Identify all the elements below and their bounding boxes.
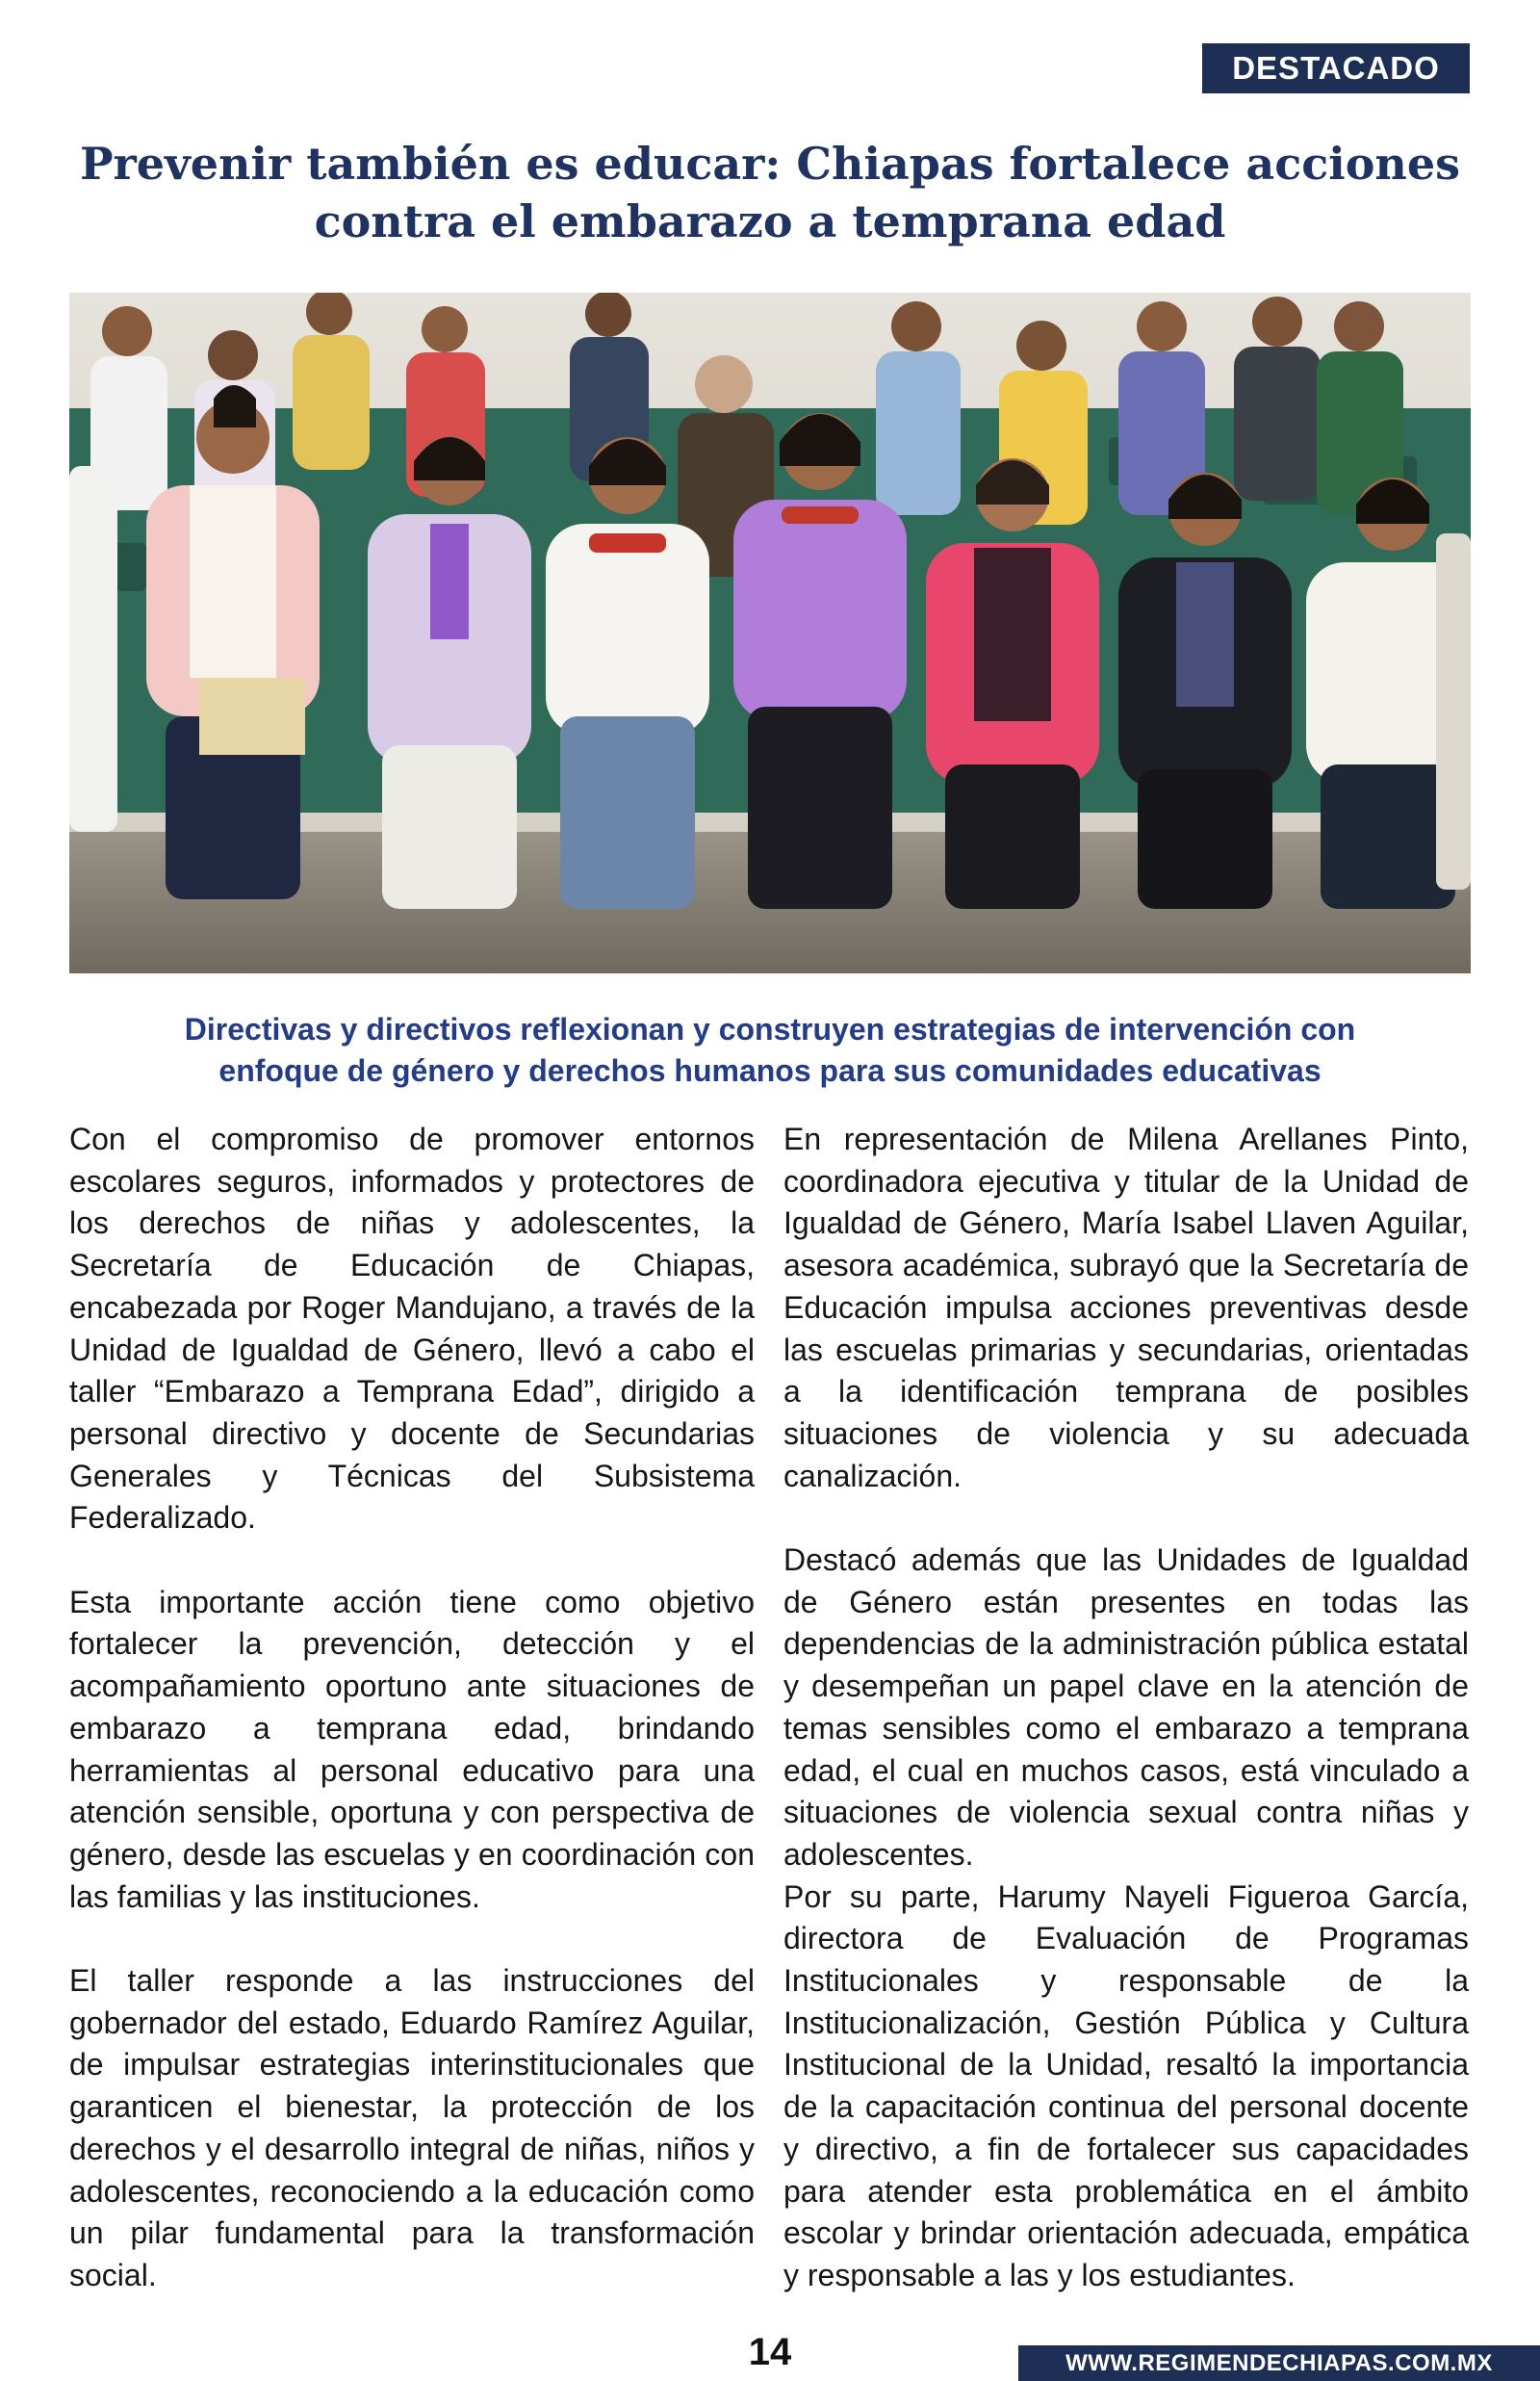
section-tag: DESTACADO xyxy=(1202,43,1470,93)
subtitle-line-2: enfoque de género y derechos humanos para sus comunidades educativas xyxy=(218,1053,1322,1088)
subtitle xyxy=(67,1009,1473,1092)
article-paragraph: Destacó además que las Unidades de Igualdad de Género están presentes en todas las dependencias de la administración pública estatal y desempeñan un papel clave en la atención de temas sensibles como el embarazo a temprana edad, el cual en muchos casos, está vinculado a situaciones de violencia sexual contra niñas y adolescentes. xyxy=(783,1542,1469,1872)
article-paragraph: Con el compromiso de promover entornos escolares seguros, informados y protectores de los derechos de niñas y adolescentes, la Secretaría de Educación de Chiapas, encabezada por Roger Mandujano, a través de la Unidad de Igualdad de Género, llevó a cabo el taller “Embarazo a Temprana Edad”, dirigido a personal directivo y docente de Secundarias Generales y Técnicas del Subsistema Federalizado. xyxy=(69,1122,755,1536)
article-paragraph: En representación de Milena Arellanes Pinto, coordinadora ejecutiva y titular de la Unidad de Igualdad de Género, María Isabel Llaven Aguilar, asesora académica, subrayó que la Secretaría de Educación impulsa acciones preventivas desde las escuelas primarias y secundarias, orientadas a la identificación temprana de posibles situaciones de violencia y su adecuada canalización. xyxy=(783,1122,1469,1493)
website-link[interactable]: WWW.REGIMENDECHIAPAS.COM.MX xyxy=(1018,2345,1540,2381)
article-paragraph: El taller responde a las instrucciones del gobernador del estado, Eduardo Ramírez Aguilar, de impulsar estrategias interinstitucionales que garanticen el bienestar, la protección de los derechos y el desarrollo integral de niñas, niños y adolescentes, reconociendo a la educación como un pilar fundamental para la transformación social. xyxy=(69,1963,755,2292)
group-photo xyxy=(69,293,1471,973)
article-column-right xyxy=(783,1119,1469,2297)
article-paragraph: Esta importante acción tiene como objetivo fortalecer la prevención, detección y el acompañamiento oportuno ante situaciones de embarazo a temprana edad, brindando herramientas al personal educativo para una atención sensible, oportuna y con perspectiva de género, desde las escuelas y en coordinación con las familias y las instituciones. xyxy=(69,1584,755,1914)
headline xyxy=(67,135,1473,250)
article-column-left xyxy=(69,1119,755,2297)
headline-line-1: Prevenir también es educar: Chiapas fortalece acciones xyxy=(79,138,1461,190)
headline-line-2: contra el embarazo a temprana edad xyxy=(314,195,1226,247)
page-number: 14 xyxy=(748,2331,792,2373)
subtitle-line-1: Directivas y directivos reflexionan y construyen estrategias de intervención con xyxy=(184,1012,1356,1047)
article-paragraph: Por su parte, Harumy Nayeli Figueroa García, directora de Evaluación de Programas Institucionales y responsable de la Institucionalización, Gestión Pública y Cultura Institucional de la Unidad, resaltó la importancia de la capacitación continua del personal docente y directivo, a fin de fortalecer sus capacidades para atender esta problemática en el ámbito escolar y brindar orientación adecuada, empática y responsable a las y los estudiantes. xyxy=(783,1878,1469,2292)
